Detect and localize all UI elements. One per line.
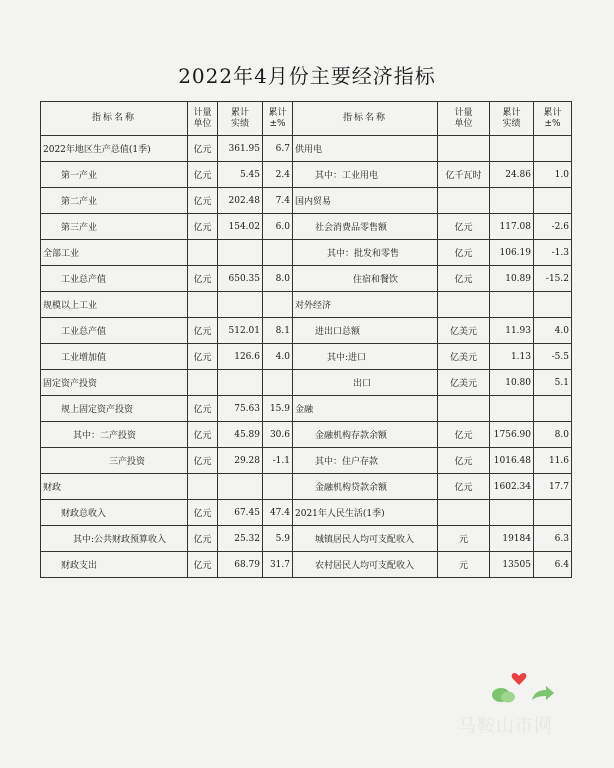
growth-left: 15.9 [263,396,293,422]
header-value-right: 累计 实绩 [490,102,534,136]
value-left: 512.01 [218,318,263,344]
unit-left: 亿元 [188,526,218,552]
indicator-name-left: 三产投资 [41,448,188,474]
unit-right: 亿千瓦时 [438,162,490,188]
header-indicator-name-right: 指标名称 [293,102,438,136]
unit-right: 亿元 [438,448,490,474]
table-row [41,448,572,474]
growth-right [534,188,572,214]
unit-right: 亿元 [438,422,490,448]
indicator-name-left: 工业总产值 [41,318,188,344]
unit-left: 亿元 [188,448,218,474]
unit-left: 亿元 [188,422,218,448]
indicator-name-left: 财政总收入 [41,500,188,526]
unit-right [438,136,490,162]
value-right: 10.80 [490,370,534,396]
growth-right: 6.3 [534,526,572,552]
value-left: 29.28 [218,448,263,474]
header-indicator-name-left: 指标名称 [41,102,188,136]
unit-left: 亿元 [188,214,218,240]
value-right: 11.93 [490,318,534,344]
indicator-name-right: 社会消费品零售额 [293,214,438,240]
unit-left: 亿元 [188,136,218,162]
growth-left: 5.9 [263,526,293,552]
value-right [490,136,534,162]
value-left: 45.89 [218,422,263,448]
watermark: 马鞍山市网 [458,716,553,737]
header-value-left: 累计 实绩 [218,102,263,136]
unit-right: 亿元 [438,240,490,266]
unit-left: 亿元 [188,266,218,292]
indicator-name-left: 第一产业 [41,162,188,188]
share-icons [488,666,558,706]
indicator-name-right: 其中：批发和零售 [293,240,438,266]
table-row [41,188,572,214]
growth-right: 6.4 [534,552,572,578]
indicator-name-left: 全部工业 [41,240,188,266]
value-left: 361.95 [218,136,263,162]
indicator-name-left: 第三产业 [41,214,188,240]
value-left: 68.79 [218,552,263,578]
growth-right: 8.0 [534,422,572,448]
value-left: 5.45 [218,162,263,188]
value-right: 1.13 [490,344,534,370]
indicator-name-right: 金融 [293,396,438,422]
indicator-name-left: 其中:公共财政预算收入 [41,526,188,552]
table-row [41,526,572,552]
value-right: 1756.90 [490,422,534,448]
growth-left: 31.7 [263,552,293,578]
unit-right [438,500,490,526]
header-growth-right: 累计 ±% [534,102,572,136]
value-left [218,370,263,396]
value-left: 75.63 [218,396,263,422]
page-title: 2022年4月份主要经济指标 [178,64,436,88]
growth-right: 17.7 [534,474,572,500]
unit-right [438,188,490,214]
value-right: 13505 [490,552,534,578]
table-row [41,292,572,318]
growth-left [263,292,293,318]
growth-left [263,240,293,266]
value-left: 650.35 [218,266,263,292]
value-right: 24.86 [490,162,534,188]
table-header-row [41,102,572,136]
wechat-icon [492,688,515,703]
indicator-name-right: 对外经济 [293,292,438,318]
table-row [41,474,572,500]
value-left: 154.02 [218,214,263,240]
value-left: 202.48 [218,188,263,214]
indicator-name-right: 其中:进口 [293,344,438,370]
indicator-name-right: 进出口总额 [293,318,438,344]
value-right: 10.89 [490,266,534,292]
value-right: 1602.34 [490,474,534,500]
indicator-name-left: 工业增加值 [41,344,188,370]
growth-left: 47.4 [263,500,293,526]
unit-right [438,396,490,422]
indicator-name-left: 2022年地区生产总值(1季) [41,136,188,162]
value-left: 25.32 [218,526,263,552]
indicator-name-right: 金融机构贷款余额 [293,474,438,500]
indicator-name-left: 规上固定资产投资 [41,396,188,422]
unit-left [188,292,218,318]
table-row [41,136,572,162]
table-row [41,422,572,448]
unit-right [438,292,490,318]
growth-right [534,292,572,318]
header-growth-left: 累计 ±% [263,102,293,136]
growth-left: 6.0 [263,214,293,240]
growth-left [263,370,293,396]
unit-left: 亿元 [188,344,218,370]
unit-right: 元 [438,552,490,578]
growth-right: -1.3 [534,240,572,266]
indicator-name-right: 其中：工业用电 [293,162,438,188]
growth-left: 7.4 [263,188,293,214]
header-unit-right: 计量 单位 [438,102,490,136]
growth-left: 4.0 [263,344,293,370]
value-right [490,396,534,422]
table-row [41,266,572,292]
indicator-name-right: 城镇居民人均可支配收入 [293,526,438,552]
value-right: 1016.48 [490,448,534,474]
table-row [41,552,572,578]
table-row [41,500,572,526]
growth-right [534,500,572,526]
unit-right: 亿美元 [438,344,490,370]
growth-right: 4.0 [534,318,572,344]
unit-right: 元 [438,526,490,552]
growth-left [263,474,293,500]
value-left: 67.45 [218,500,263,526]
indicator-name-left: 工业总产值 [41,266,188,292]
growth-right: -15.2 [534,266,572,292]
table-row [41,344,572,370]
growth-left: 6.7 [263,136,293,162]
heart-icon [512,673,527,685]
indicator-name-left: 规模以上工业 [41,292,188,318]
value-left [218,240,263,266]
value-right [490,188,534,214]
unit-right: 亿元 [438,474,490,500]
forward-icon [532,686,554,700]
growth-left: -1.1 [263,448,293,474]
growth-left: 8.0 [263,266,293,292]
growth-right: -5.5 [534,344,572,370]
value-right: 106.19 [490,240,534,266]
value-left: 126.6 [218,344,263,370]
header-unit-left: 计量 单位 [188,102,218,136]
unit-right: 亿元 [438,266,490,292]
unit-left: 亿元 [188,188,218,214]
value-left [218,474,263,500]
growth-right: 11.6 [534,448,572,474]
indicator-name-right: 其中：住户存款 [293,448,438,474]
indicator-name-left: 第二产业 [41,188,188,214]
growth-right: -2.6 [534,214,572,240]
unit-right: 亿美元 [438,370,490,396]
value-right [490,500,534,526]
growth-left: 2.4 [263,162,293,188]
table-row [41,214,572,240]
unit-left [188,474,218,500]
table-row [41,162,572,188]
value-left [218,292,263,318]
indicator-name-left: 财政 [41,474,188,500]
indicator-name-right: 住宿和餐饮 [293,266,438,292]
growth-left: 30.6 [263,422,293,448]
table-row [41,318,572,344]
value-right: 117.08 [490,214,534,240]
growth-right: 5.1 [534,370,572,396]
indicator-name-left: 其中：二产投资 [41,422,188,448]
value-right [490,292,534,318]
growth-right: 1.0 [534,162,572,188]
indicator-name-right: 供用电 [293,136,438,162]
indicator-name-left: 财政支出 [41,552,188,578]
indicator-name-right: 出口 [293,370,438,396]
table-row [41,396,572,422]
unit-left: 亿元 [188,162,218,188]
table-row [41,370,572,396]
unit-left [188,370,218,396]
unit-right: 亿元 [438,214,490,240]
unit-right: 亿美元 [438,318,490,344]
economic-indicators-table [40,101,572,578]
indicator-name-left: 固定资产投资 [41,370,188,396]
unit-left: 亿元 [188,552,218,578]
table-row [41,240,572,266]
value-right: 19184 [490,526,534,552]
growth-left: 8.1 [263,318,293,344]
unit-left: 亿元 [188,396,218,422]
unit-left: 亿元 [188,500,218,526]
indicator-name-right: 农村居民人均可支配收入 [293,552,438,578]
unit-left: 亿元 [188,318,218,344]
indicator-name-right: 2021年人民生活(1季) [293,500,438,526]
indicator-name-right: 国内贸易 [293,188,438,214]
growth-right [534,396,572,422]
growth-right [534,136,572,162]
unit-left [188,240,218,266]
indicator-name-right: 金融机构存款余额 [293,422,438,448]
